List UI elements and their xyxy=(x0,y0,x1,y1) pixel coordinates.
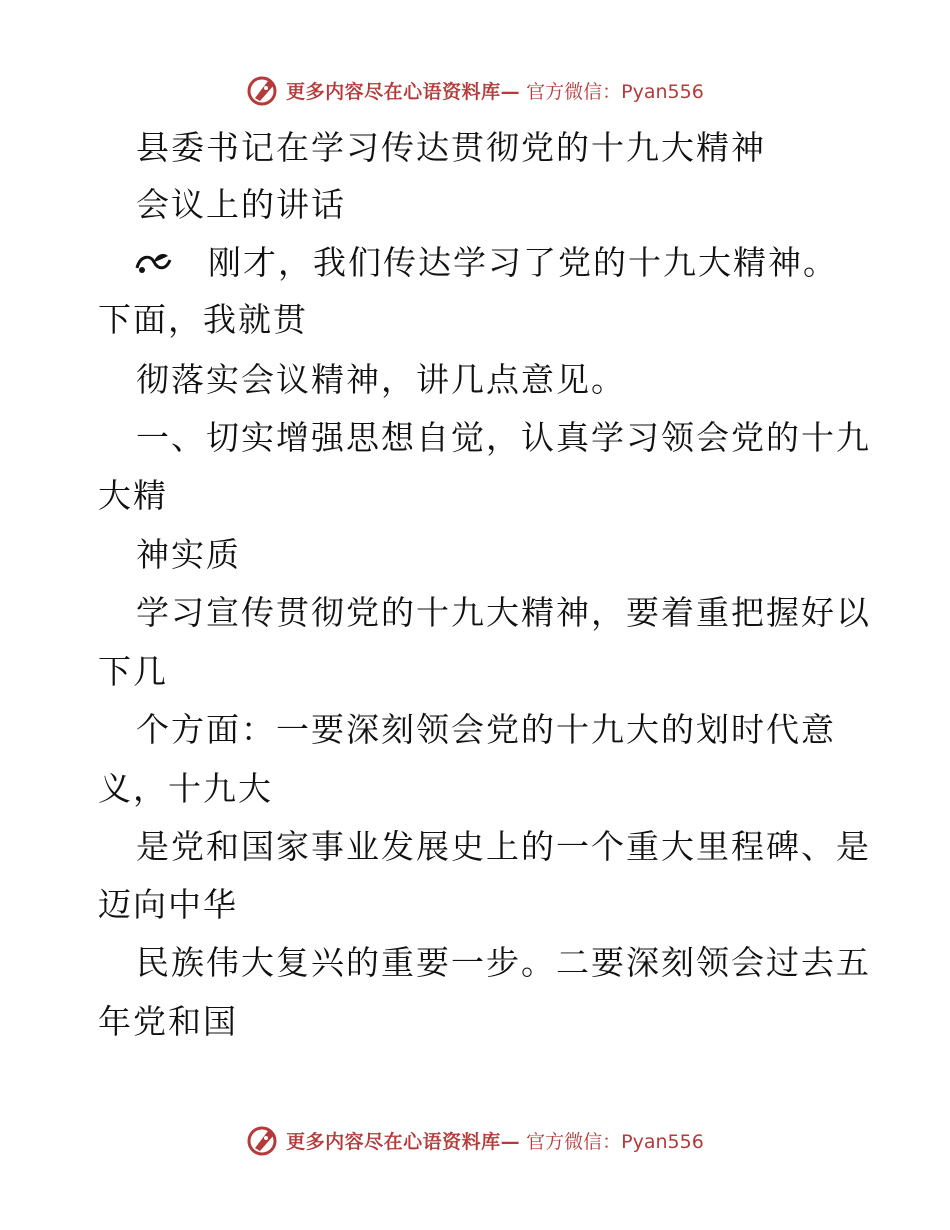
fleuron-bullet-icon xyxy=(134,248,174,278)
paragraph-text-line: 个方面：一要深刻领会党的十九大的划时代意 xyxy=(136,710,836,749)
footer-contact-text: 官方微信：Pyan556 xyxy=(526,1130,704,1153)
paragraph-text-line: 刚才，我们传达学习了党的十九大精神。 xyxy=(208,243,838,282)
paragraph-text-line: 民族伟大复兴的重要一步。二要深刻领会过去五 xyxy=(136,943,871,982)
footer-promo-text: 更多内容尽在心语资料库— xyxy=(286,1130,521,1153)
section-heading-line: 神实质 xyxy=(136,535,241,574)
paragraph-text-line: 彻落实会议精神，讲几点意见。 xyxy=(136,360,626,399)
paragraph-text-line: 学习宣传贯彻党的十九大精神，要着重把握好以 xyxy=(136,593,871,632)
paragraph-text-line: 迈向中华 xyxy=(98,885,238,924)
section-heading-line: 一、切实增强思想自觉，认真学习领会党的十九 xyxy=(136,418,871,457)
paragraph-text-line: 下几 xyxy=(98,652,168,691)
header-contact-text: 官方微信：Pyan556 xyxy=(526,80,704,103)
paragraph-text-line: 义，十九大 xyxy=(98,769,273,808)
document-title-line-2: 会议上的讲话 xyxy=(136,185,346,224)
pen-nib-circle-icon xyxy=(246,1123,280,1157)
paragraph-text-line: 是党和国家事业发展史上的一个重大里程碑、是 xyxy=(136,827,871,866)
paragraph-text-line: 下面，我就贯 xyxy=(98,300,308,339)
header-banner xyxy=(0,70,950,110)
pen-nib-circle-icon xyxy=(246,73,280,107)
document-title-line-1: 县委书记在学习传达贯彻党的十九大精神 xyxy=(136,128,766,167)
footer-banner xyxy=(0,1120,950,1160)
paragraph-text-line: 年党和国 xyxy=(98,1002,238,1041)
section-heading-line: 大精 xyxy=(98,476,168,515)
header-promo-text: 更多内容尽在心语资料库— xyxy=(286,80,521,103)
